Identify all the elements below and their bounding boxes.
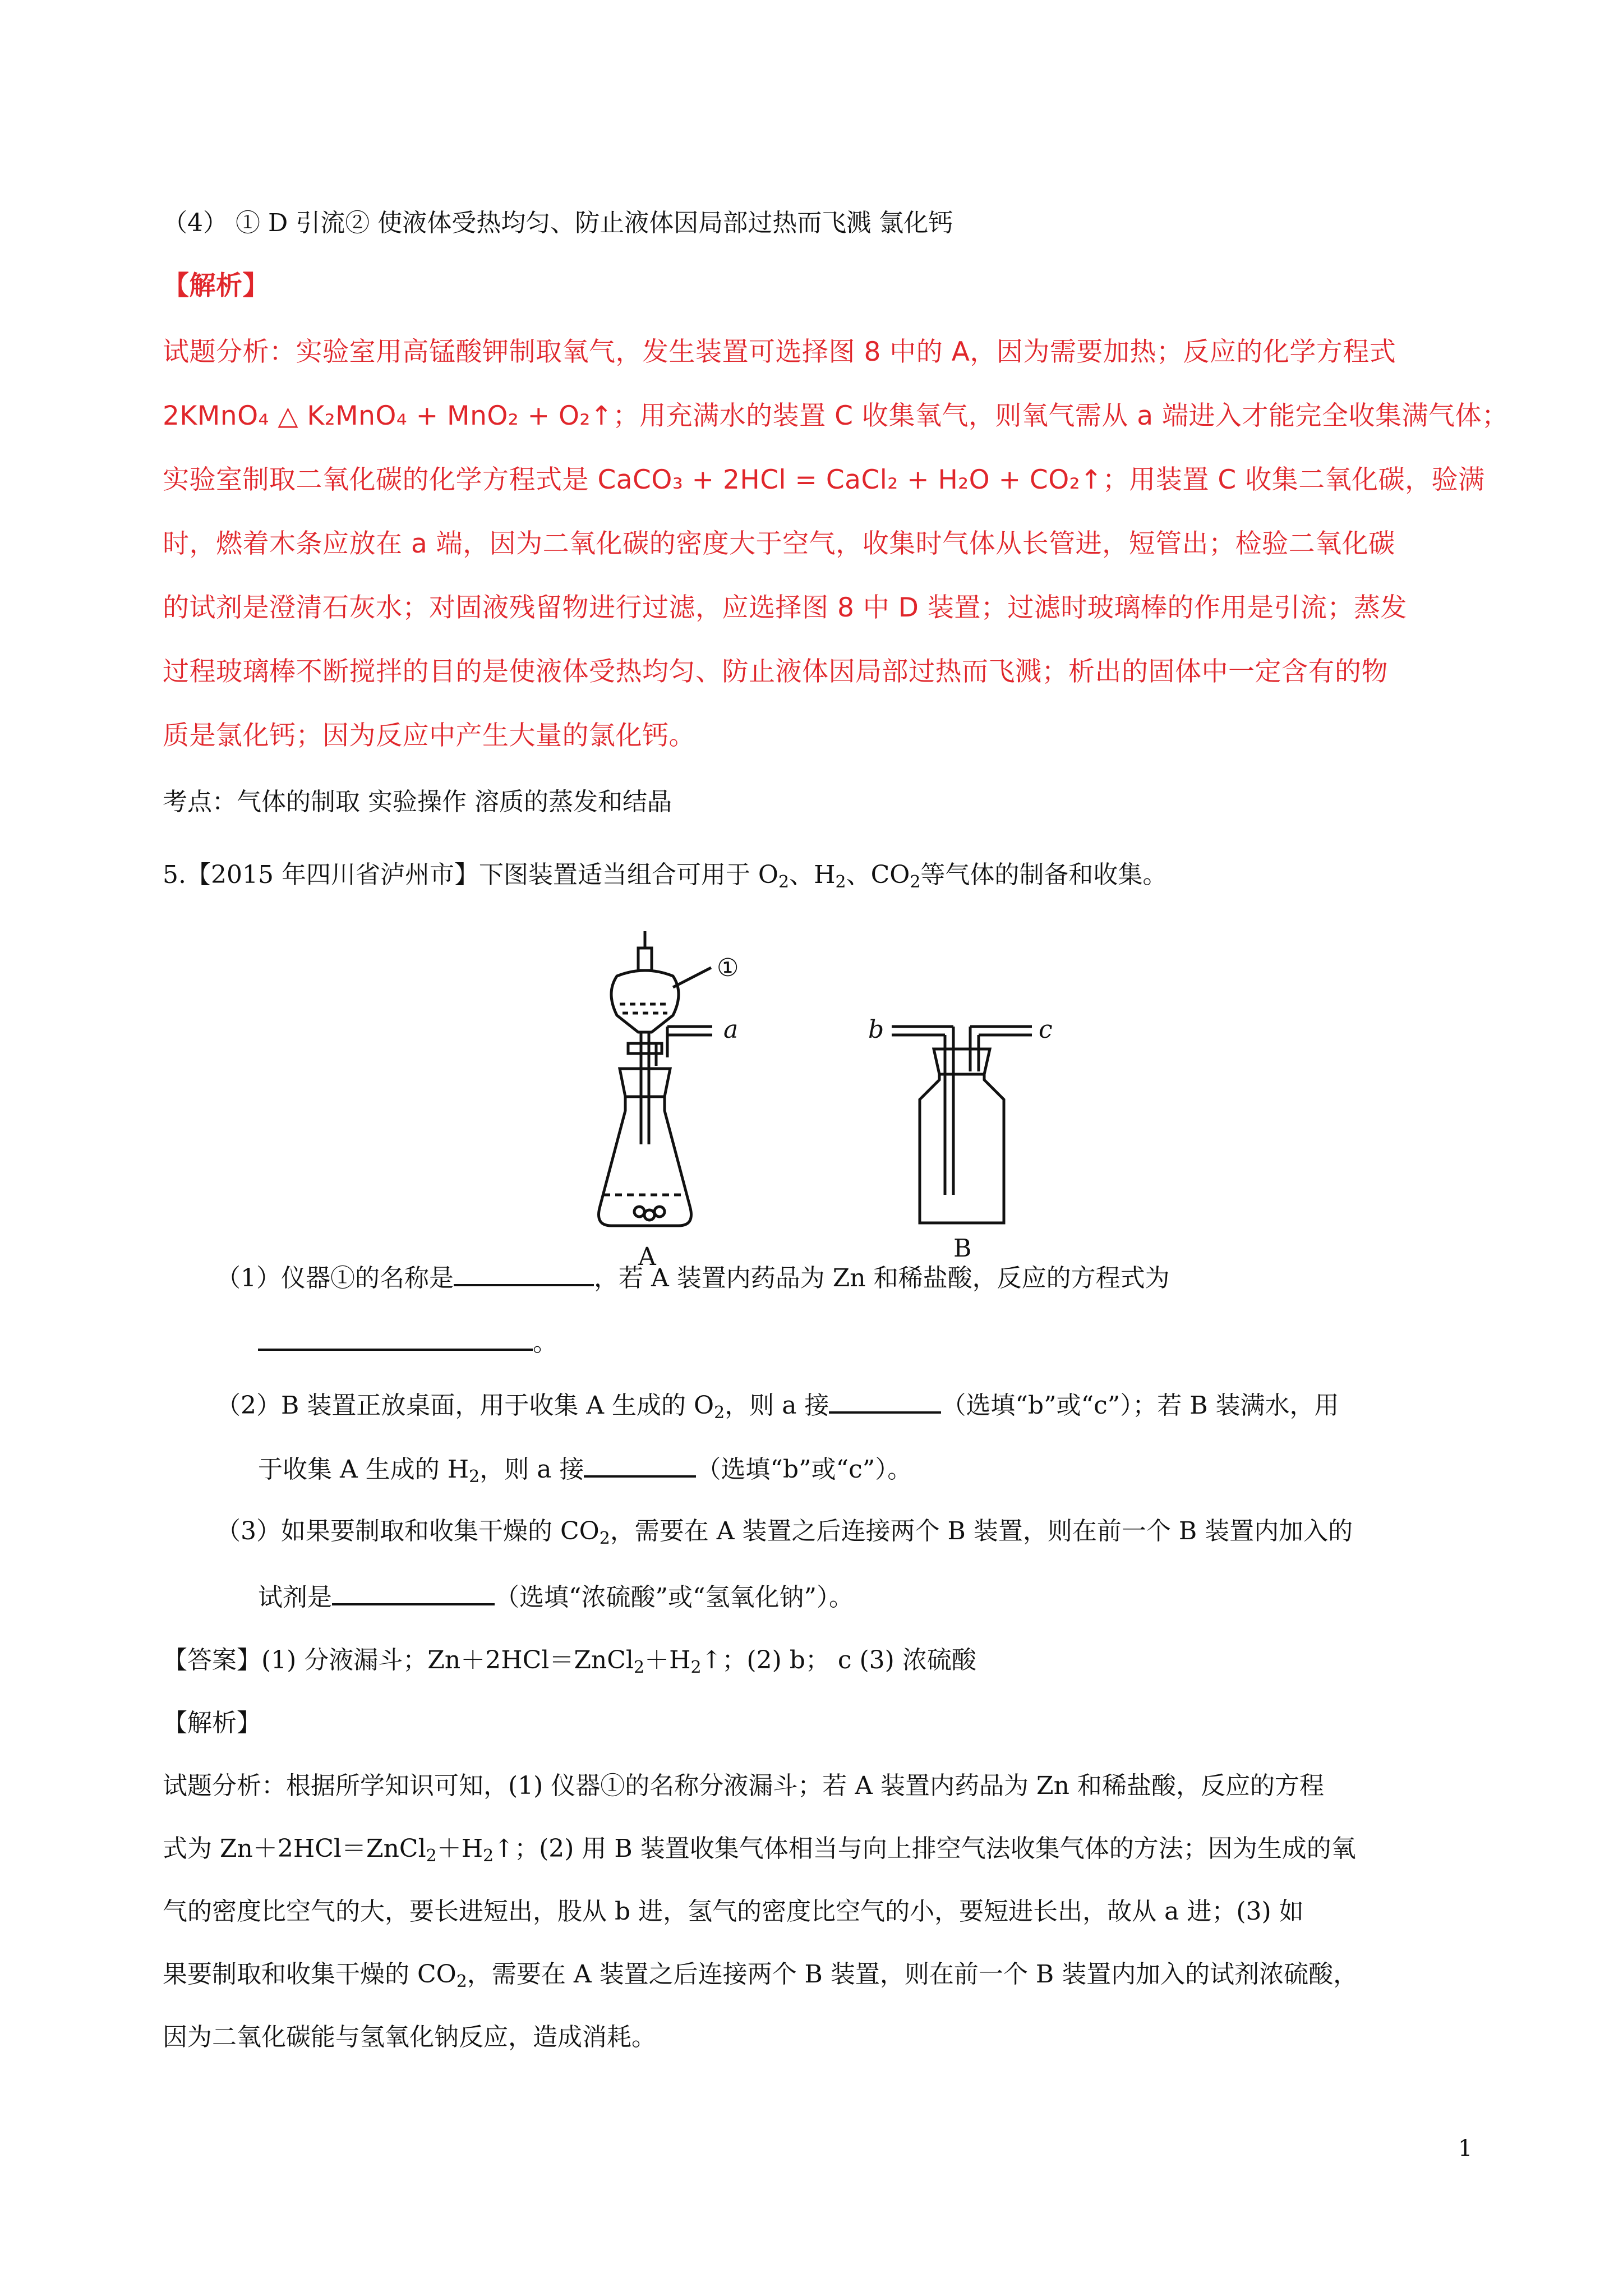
caption-b: B <box>953 1234 972 1263</box>
answer-blank[interactable] <box>454 1259 594 1286</box>
q5-answer: 【答案】(1) 分液漏斗；$Zn+2HCl=ZnCl_2+H_2↑$；(2) b； c (3) 浓硫酸 <box>163 1646 976 1677</box>
apparatus-a <box>599 931 713 1226</box>
q5-part2: （2）B 装置正放桌面，用于收集 A 生成的 $O_2$，则 a 接 （选填“b”或“c”）；若 B 装满水，用 <box>216 1387 1339 1430</box>
q4-analysis-line: 过程玻璃棒不断搅拌的目的是使液体受热均匀、防止液体因局部过热而飞溅；析出的固体中一定含有的物 <box>163 656 1388 687</box>
page-number: 1 <box>1458 2136 1473 2161</box>
q5-analysis-line: 式为 $Zn+2HCl=ZnCl_2+H_2↑$；(2) 用 B 装置收集气体相当与向上排空气法收集气体的方法；因为生成的氧 <box>163 1834 1356 1866</box>
q5-analysis-title: 【解析】 <box>163 1709 261 1737</box>
label-c: c <box>1039 1015 1053 1044</box>
q4-answer-line: （4） ① D 引流② 使液体受热均匀、防止液体因局部过热而飞溅 氯化钙 <box>163 209 953 237</box>
answer-blank[interactable] <box>584 1451 696 1478</box>
caption-a: A <box>638 1243 656 1271</box>
q5-analysis-line: 气的密度比空气的大，要长进短出，股从 b 进，氢气的密度比空气的小，要短进长出，故从 a 进；(3) 如 <box>163 1897 1304 1926</box>
q5-part2-cont: 于收集 A 生成的 $H_2$，则 a 接 （选填“b”或“c”）。 <box>258 1451 912 1494</box>
q4-analysis-line: 2KMnO₄ △ K₂MnO₄ + MnO₂ + O₂↑；用充满水的装置 C 收集氧气，则氧气需从 a 端进入才能完全收集满气体； <box>163 401 1509 431</box>
q5-analysis-line: 试题分析：根据所学知识可知，(1) 仪器①的名称分液漏斗；若 A 装置内药品为 Zn 和稀盐酸，反应的方程 <box>163 1772 1324 1800</box>
q4-analysis-line: 质是氯化钙；因为反应中产生大量的氯化钙。 <box>163 720 695 751</box>
answer-blank[interactable] <box>332 1579 495 1605</box>
apparatus-b <box>892 1027 1032 1223</box>
label-a: a <box>723 1015 739 1044</box>
q4-kaodian: 考点：气体的制取 实验操作 溶质的蒸发和结晶 <box>163 788 672 816</box>
q5-stem: 5.【2015 年四川省泸州市】下图装置适当组合可用于 $O_2$、$H_2$、$CO_2$等气体的制备和收集。 <box>163 861 1168 892</box>
q5-part3-cont: 试剂是 （选填“浓硫酸”或“氢氧化钠”）。 <box>258 1579 854 1614</box>
label-b: b <box>868 1015 884 1044</box>
q5-part1: （1）仪器①的名称是 ，若 A 装置内药品为 Zn 和稀盐酸，反应的方程式为 <box>216 1259 1170 1295</box>
q5-analysis-line: 因为二氧化碳能与氢氧化钠反应，造成消耗。 <box>163 2023 656 2051</box>
answer-blank[interactable] <box>829 1387 941 1414</box>
answer-blank[interactable] <box>258 1324 533 1351</box>
q5-analysis-line: 果要制取和收集干燥的 $CO_2$，需要在 A 装置之后连接两个 B 装置，则在前一个 B 装置内加入的试剂浓硫酸， <box>163 1960 1358 1991</box>
q5-part3: （3）如果要制取和收集干燥的 $CO_2$，需要在 A 装置之后连接两个 B 装置，则在前一个 B 装置内加入的 <box>216 1517 1353 1548</box>
label-1: ① <box>717 954 739 982</box>
q4-analysis-line: 实验室制取二氧化碳的化学方程式是 CaCO₃ + 2HCl = CaCl₂ + H₂O + CO₂↑；用装置 C 收集二氧化碳，验满 <box>163 464 1485 495</box>
q5-part1-cont: 。 <box>258 1324 557 1360</box>
q4-analysis-line: 时，燃着木条应放在 a 端，因为二氧化碳的密度大于空气，收集时气体从长管进，短管出；检验二氧化碳 <box>163 528 1395 559</box>
q4-analysis-line: 的试剂是澄清石灰水；对固液残留物进行过滤，应选择图 8 中 D 装置；过滤时玻璃棒的作用是引流；蒸发 <box>163 592 1407 623</box>
q4-analysis-title: 【解析】 <box>163 270 269 301</box>
q4-analysis-line: 试题分析：实验室用高锰酸钾制取氧气，发生装置可选择图 8 中的 A，因为需要加热；反应的化学方程式 <box>163 337 1396 367</box>
